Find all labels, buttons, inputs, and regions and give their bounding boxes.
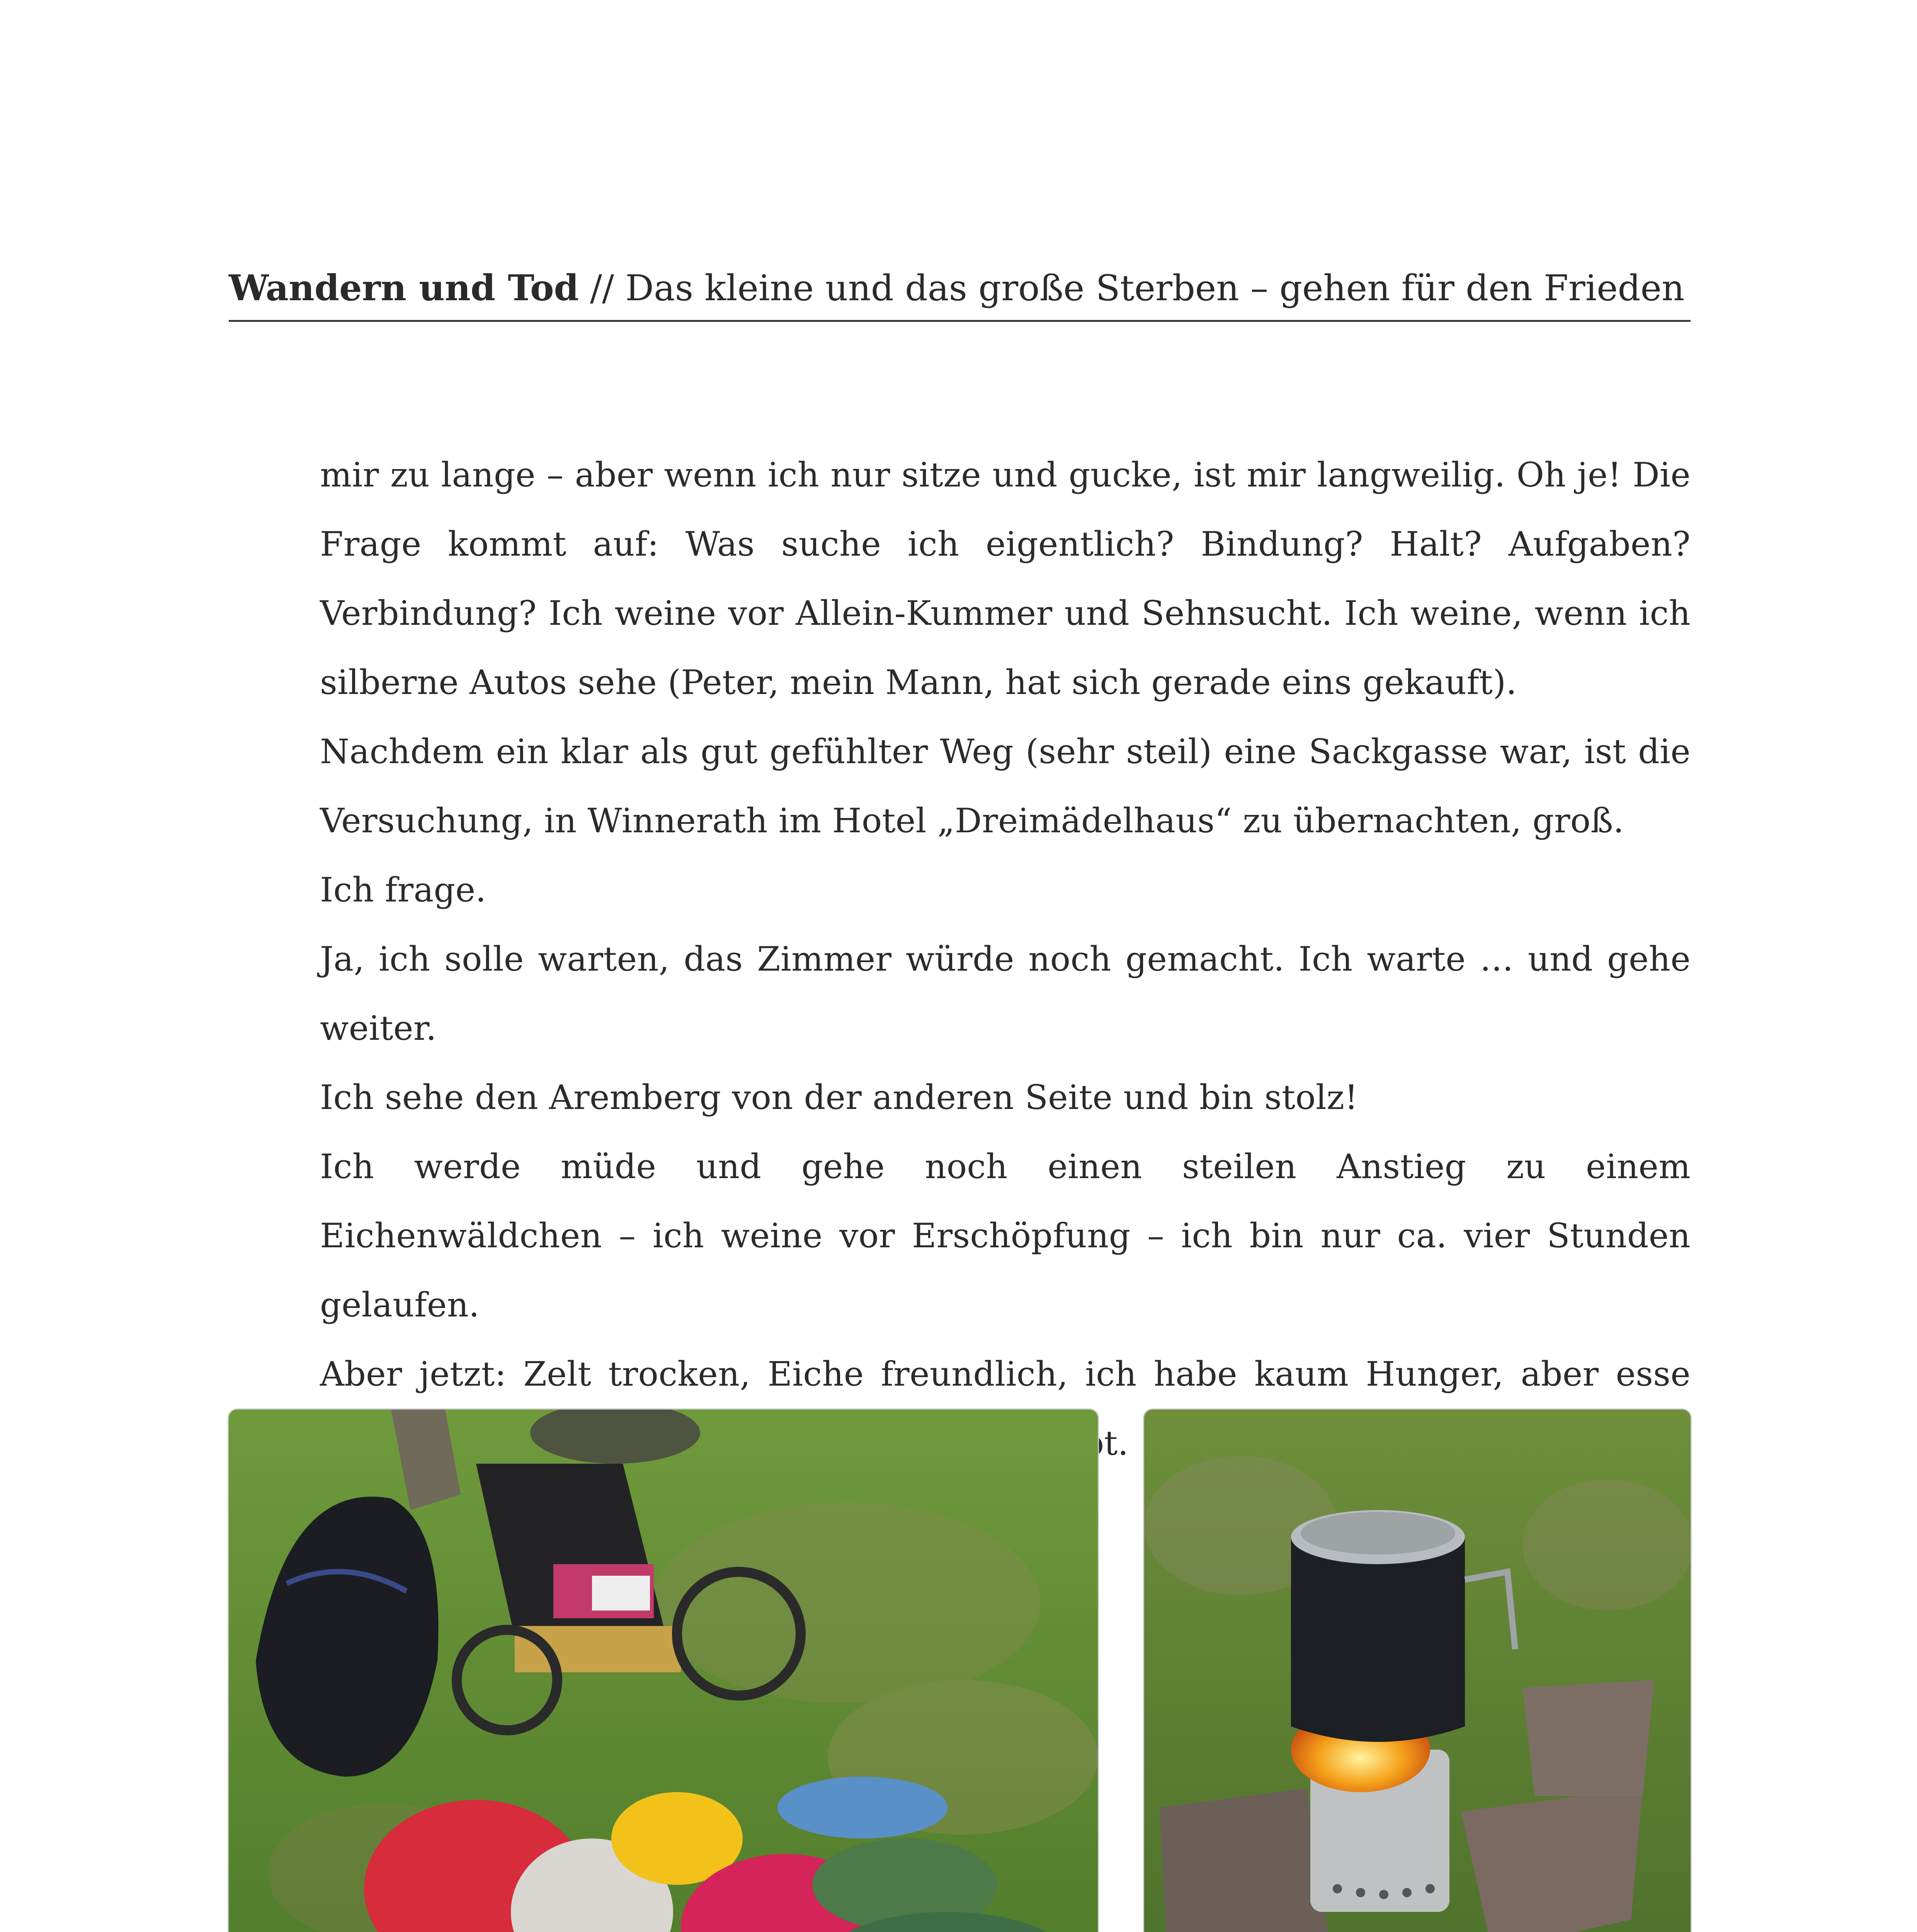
- photo-camping-gear: [229, 1410, 1098, 1932]
- paragraph: Nachdem ein klar als gut gefühlter Weg (sehr steil) eine Sackgasse war, ist die Versuchung, in Winnerath im Hotel „Dreimädelhaus“ zu übernachten, groß.: [320, 732, 1691, 840]
- paragraph: Ich sehe den Aremberg von der anderen Seite und bin stolz!: [320, 1078, 1358, 1117]
- header-title: [229, 267, 1685, 309]
- paragraph: Ich frage.: [320, 870, 486, 910]
- paragraph: Ja, ich solle warten, das Zimmer würde noch gemacht. Ich warte … und gehe weiter.: [320, 939, 1691, 1048]
- camp-stove-image: [1144, 1410, 1691, 1932]
- paragraph: Aber jetzt: Zelt trocken, Eiche freundlich, ich habe kaum Hunger, aber esse: [320, 1354, 1691, 1394]
- header-chapter: Wandern und Tod: [229, 267, 579, 309]
- running-header: [229, 258, 1691, 322]
- paragraph: mir zu lange – aber wenn ich nur sitze und gucke, ist mir langweilig. Oh je! Die Frage kommt auf: Was suche ich eigentlich? Bindung? Halt? Aufgaben? Verbindung? Ich weine vor Allein-Kummer und Sehnsucht. Ich weine, wenn ich silberne Autos sehe (Peter, mein Mann, hat sich gerade eins gekauft).: [320, 455, 1691, 702]
- camping-gear-image: [229, 1410, 1098, 1932]
- header-subtitle: // Das kleine und das große Sterben – gehen für den Frieden: [578, 267, 1685, 309]
- photo-camp-stove: [1144, 1410, 1691, 1932]
- body-text: [320, 440, 1691, 1547]
- paragraph: Ich werde müde und gehe noch einen steilen Anstieg zu einem Eichenwäldchen – ich weine vor Erschöpfung – ich bin nur ca. vier Stunden gelaufen.: [320, 1147, 1691, 1325]
